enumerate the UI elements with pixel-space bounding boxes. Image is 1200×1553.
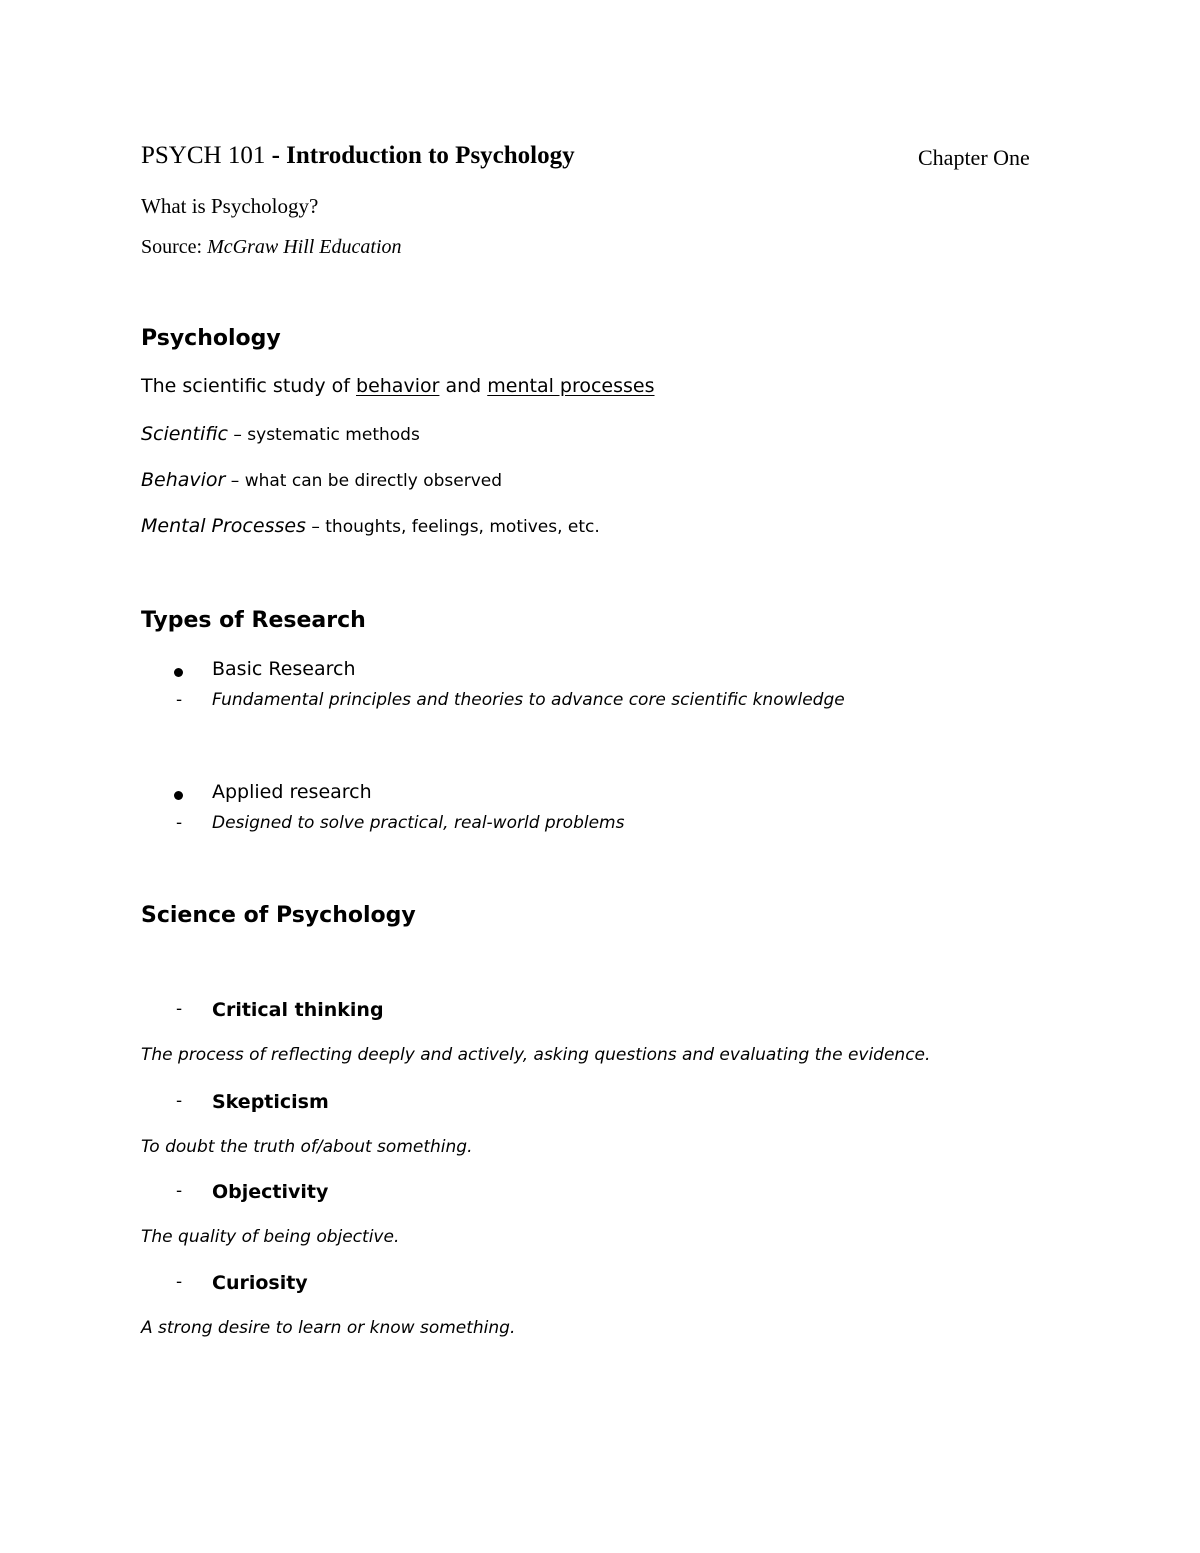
- term-separator: –: [225, 471, 245, 491]
- definition-prefix: The scientific study of: [141, 375, 357, 397]
- term-meaning: systematic methods: [247, 425, 420, 445]
- term-name: Scientific: [141, 423, 228, 445]
- science-item-description: A strong desire to learn or know something.: [141, 1318, 516, 1338]
- source-line: [141, 236, 402, 259]
- dash-marker: -: [176, 690, 183, 710]
- term-line-mental-processes: [141, 515, 600, 537]
- dash-marker: -: [176, 1272, 183, 1292]
- dash-marker: -: [176, 1091, 183, 1111]
- definition-term-mental-processes: mental processes: [487, 375, 655, 397]
- term-name: Behavior: [141, 469, 226, 491]
- source-label: Source:: [141, 236, 208, 258]
- term-meaning: thoughts, feelings, motives, etc.: [325, 517, 600, 537]
- term-name: Mental Processes: [141, 515, 306, 537]
- title-separator: -: [265, 142, 287, 169]
- science-item-description: The quality of being objective.: [141, 1227, 400, 1247]
- term-separator: –: [305, 517, 326, 537]
- section-heading-types-of-research: Types of Research: [141, 608, 366, 633]
- term-line-scientific: [141, 423, 420, 445]
- term-meaning: what can be directly observed: [244, 471, 503, 491]
- course-code: PSYCH 101: [141, 142, 266, 169]
- term-separator: –: [227, 425, 248, 445]
- psychology-definition: [141, 375, 655, 397]
- research-item-title: Basic Research: [212, 658, 356, 680]
- document-subtitle: What is Psychology?: [141, 194, 319, 218]
- science-item-title: Curiosity: [212, 1272, 308, 1294]
- document-title: [141, 142, 575, 170]
- science-item-description: To doubt the truth of/about something.: [141, 1137, 473, 1157]
- bullet-dot-icon: [174, 668, 183, 677]
- science-item-description: The process of reflecting deeply and actively, asking questions and evaluating the evidence.: [141, 1045, 931, 1065]
- source-value: McGraw Hill Education: [207, 236, 402, 258]
- research-item-description: Designed to solve practical, real-world problems: [212, 813, 625, 833]
- science-item-title: Critical thinking: [212, 999, 384, 1021]
- science-item-title: Skepticism: [212, 1091, 329, 1113]
- definition-term-behavior: behavior: [356, 375, 440, 397]
- chapter-label: Chapter One: [918, 145, 1030, 170]
- research-item-description: Fundamental principles and theories to advance core scientific knowledge: [212, 690, 845, 710]
- dash-marker: -: [176, 813, 183, 833]
- term-line-behavior: [141, 469, 502, 491]
- bullet-dot-icon: [174, 791, 183, 800]
- dash-marker: -: [176, 999, 183, 1019]
- section-heading-science-of-psychology: Science of Psychology: [141, 903, 416, 928]
- research-item-title: Applied research: [212, 781, 372, 803]
- dash-marker: -: [176, 1181, 183, 1201]
- definition-middle: and: [439, 375, 488, 397]
- science-item-title: Objectivity: [212, 1181, 329, 1203]
- section-heading-psychology: Psychology: [141, 326, 281, 351]
- course-title: Introduction to Psychology: [286, 142, 575, 169]
